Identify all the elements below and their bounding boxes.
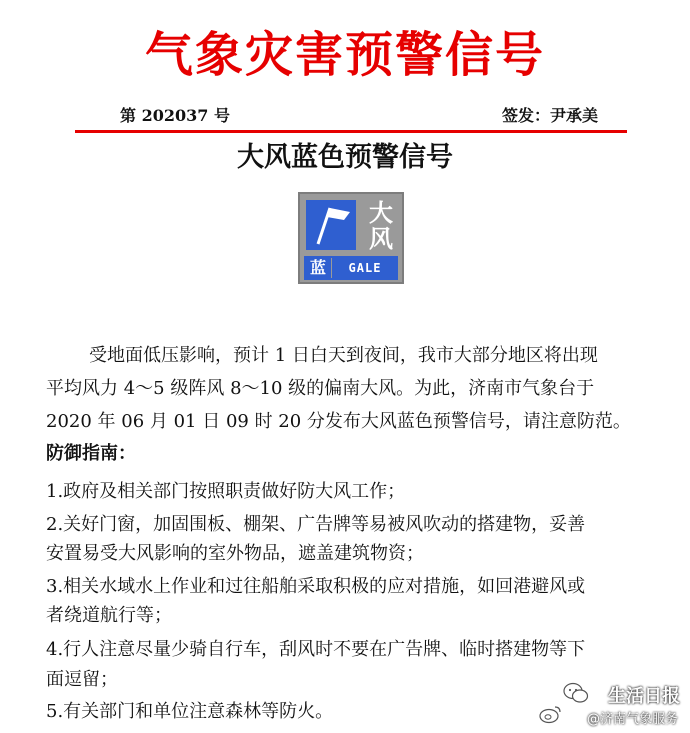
signal-char-top: 大 (369, 199, 393, 227)
warning-title: 大风蓝色预警信号 (237, 142, 453, 173)
signal-color-bar (304, 256, 398, 280)
guide-line: 者绕道航行等； (46, 605, 172, 626)
paragraph-line: 受地面低压影响，预计 1 日白天到夜间，我市大部分地区将出现 (89, 345, 598, 366)
signed-by: 签发：尹承美 (501, 106, 598, 125)
weibo-watermark: @济南气象服务 (586, 712, 678, 727)
wind-flag-icon (306, 200, 356, 250)
guide-line: 1.政府及相关部门按照职责做好防大风工作； (46, 481, 406, 502)
guide-line: 2.关好门窗，加固围板、棚架、广告牌等易被风吹动的搭建物，妥善 (46, 514, 586, 535)
gale-blue-signal-icon (298, 192, 404, 284)
paragraph-line: 平均风力 4～5 级阵风 8～10 级的偏南大风。为此，济南市气象台于 (46, 378, 595, 399)
wechat-icon (563, 681, 589, 705)
signal-code: GALE (348, 261, 382, 275)
wechat-watermark: 生活日报 (608, 686, 680, 707)
guide-heading: 防御指南： (46, 443, 136, 464)
guide-line: 安置易受大风影响的室外物品，遮盖建筑物资； (46, 543, 424, 564)
weibo-icon (539, 704, 563, 724)
guide-line: 4.行人注意尽量少骑自行车，刮风时不要在广告牌、临时搭建物等下 (46, 639, 586, 660)
signal-char-bottom: 风 (369, 225, 393, 253)
signal-bar-separator (331, 258, 332, 278)
document-title: 气象灾害预警信号 (144, 27, 545, 83)
document-number: 第 202037 号 (120, 106, 230, 125)
guide-line: 5.有关部门和单位注意森林等防火。 (46, 701, 334, 722)
paragraph-line: 2020 年 06 月 01 日 09 时 20 分发布大风蓝色预警信号，请注意防范。 (46, 411, 631, 432)
header-divider (75, 130, 627, 133)
guide-line: 3.相关水域水上作业和过往船舶采取积极的应对措施，如回港避风或 (46, 576, 586, 597)
guide-line: 面逗留； (46, 669, 118, 690)
signal-color-char: 蓝 (309, 258, 326, 277)
